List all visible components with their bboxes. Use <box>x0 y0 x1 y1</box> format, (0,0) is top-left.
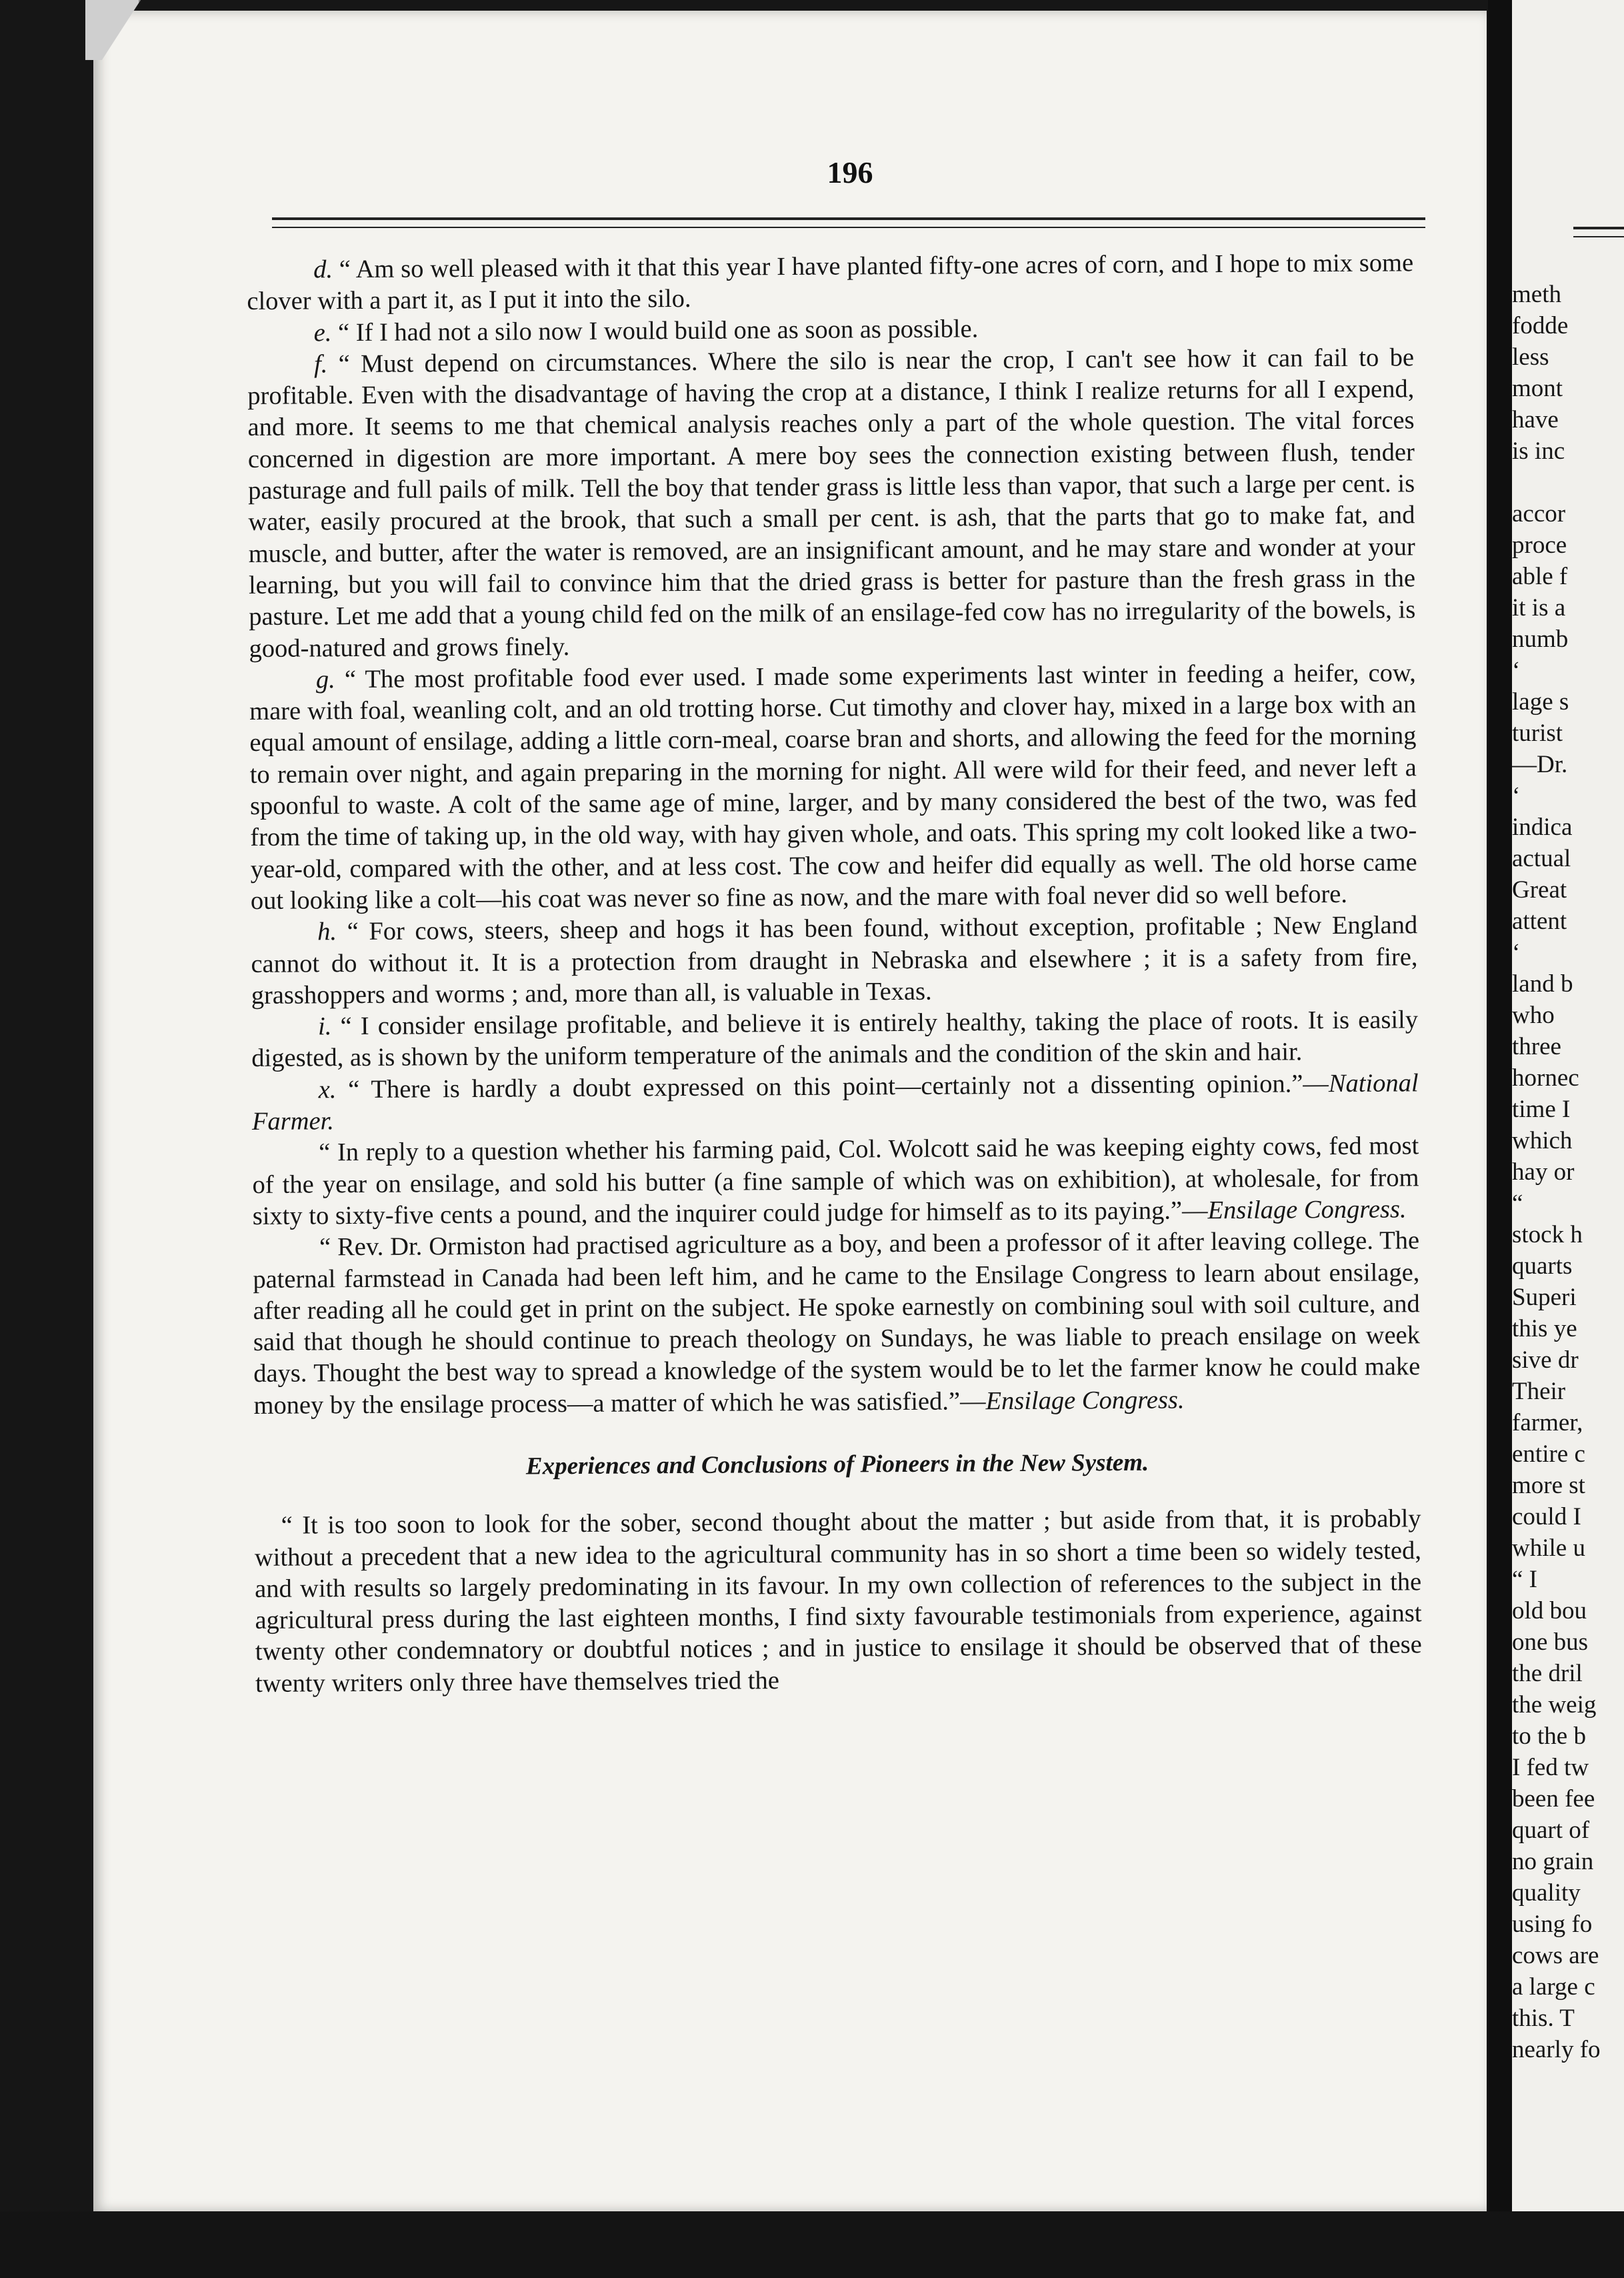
facing-page-line: nearly fo <box>1512 2036 1601 2063</box>
source-citation: National Farmer. <box>251 1069 1419 1136</box>
facing-page-line: one bus <box>1512 1628 1589 1656</box>
paragraph-text: “ The most profitable food ever used. I made some experiments last winter in feeding a heifer, cow, mare with foal, weanling colt, and an old trotting horse. Cut timothy and clover hay, mixed in a large box with an equal amount of ensilage, adding a little corn-meal, coarse bran and shorts, and allowing the feed for the morning to remain over night, and again preparing in the morning for night. All were wild for their feed, and never left a spoonful to waste. A colt of the same age of mine, larger, and by many considered the best of the two, was fed from the time of taking up, in the old way, with hay given whole, and oats. This spring my colt looked like a two-year-old, compared with the other, and at less cost. The cow and heifer did equally as well. The old horse came out looking like a colt—his coat was never so fine as now, and the mare with foal never did so well before. <box>249 659 1417 915</box>
facing-header-rule <box>1573 227 1624 229</box>
paragraph-text: “ If I had not a silo now I would build one as soon as possible. <box>331 314 979 347</box>
facing-page-line: less <box>1512 343 1549 371</box>
facing-page-line: hornec <box>1512 1064 1579 1092</box>
facing-page-line <box>1512 467 1624 498</box>
facing-page-line: ‘ <box>1512 939 1521 966</box>
paragraph <box>251 1004 1419 1074</box>
header-rule <box>272 217 1425 220</box>
source-citation: Ensilage Congress. <box>1207 1195 1407 1225</box>
facing-page-line: fodde <box>1512 312 1569 339</box>
paragraph-letter: h. <box>317 918 337 946</box>
facing-page-line: lage s <box>1512 688 1569 716</box>
facing-page-line: Superi <box>1512 1284 1577 1311</box>
facing-page-line: sive dr <box>1512 1346 1579 1374</box>
paragraph <box>247 342 1416 665</box>
facing-page-line: land b <box>1512 970 1573 998</box>
facing-page-line: proce <box>1512 531 1567 559</box>
facing-page-text <box>1512 279 1624 2065</box>
paragraph-text: “ There is hardly a doubt expressed on this point—certainly not a dissenting opinion.”— <box>336 1069 1329 1104</box>
paragraph <box>247 247 1414 317</box>
facing-page-line: quality <box>1512 1879 1581 1907</box>
facing-page-line: more st <box>1512 1472 1585 1499</box>
facing-page-line: who <box>1512 1002 1555 1029</box>
facing-page-line: attent <box>1512 908 1567 935</box>
facing-page-line: numb <box>1512 626 1569 653</box>
closing-paragraph: “ It is too soon to look for the sober, second thought about the matter ; but aside from that, it is probably without a precedent that a new idea to the agricultural community has in so short a time been so widely tested, and with results so largely predominating in its favour. In my own collection of references to the subject in the agricultural press during the last eighteen months, I find sixty favourable testimonials from experience, against twenty other condemnatory or doubtful notices ; and in justice to ensilage it should be observed that of these twenty writers only three have themselves tried the <box>254 1504 1422 1698</box>
facing-page-line: time I <box>1512 1096 1571 1123</box>
paragraph <box>251 910 1418 1012</box>
facing-page-line: it is a <box>1512 594 1566 622</box>
scan-bottom-edge <box>0 2211 1624 2278</box>
facing-page-line: mont <box>1512 375 1563 402</box>
facing-page-line: while u <box>1512 1534 1585 1562</box>
facing-page-line: entire c <box>1512 1440 1585 1468</box>
facing-page-line: farmer, <box>1512 1409 1583 1436</box>
facing-page-line: ‘ <box>1512 782 1521 810</box>
facing-page-line: Their <box>1512 1378 1566 1405</box>
facing-page-line: been fee <box>1512 1785 1595 1813</box>
source-citation: Ensilage Congress. <box>985 1386 1185 1415</box>
paragraph-letter: e. <box>313 318 332 347</box>
facing-page-line: able f <box>1512 563 1568 590</box>
facing-page-line: indica <box>1512 814 1573 841</box>
facing-page-line: three <box>1512 1033 1561 1060</box>
facing-page-line: which <box>1512 1127 1573 1154</box>
facing-page-line: turist <box>1512 720 1563 747</box>
facing-page-line: this. T <box>1512 2005 1575 2032</box>
facing-header-rule-thin <box>1573 236 1624 237</box>
facing-page-line: Great <box>1512 876 1567 904</box>
facing-page-line: old bou <box>1512 1597 1587 1624</box>
paragraph-letter: x. <box>318 1075 337 1104</box>
paragraph-letter: g. <box>315 666 335 694</box>
facing-page-line: meth <box>1512 281 1561 308</box>
facing-page-line: “ I <box>1512 1566 1537 1593</box>
facing-page-line: quart of <box>1512 1817 1590 1844</box>
facing-page-line: cows are <box>1512 1942 1599 1969</box>
paragraph-text: “ Am so well pleased with it that this year I have planted fifty-one acres of corn, and I hope to mix some clover with a part it, as I put it into the silo. <box>247 249 1414 316</box>
paragraph-text: “ Rev. Dr. Ormiston had practised agriculture as a boy, and been a professor of it after leaving college. The paternal farmstead in Canada had been left him, and he came to the Ensilage Congress to learn about ensilage, after reading all he could get in print on the subject. He spoke earnestly on combining soul with soil culture, and said that though he should continue to preach theology on Sundays, he was liable to preach ensilage on week days. Thought the best way to spread a knowledge of the system would be to let the farmer know he could make money by the ensilage process—a matter of which he was satisfied.”— <box>253 1226 1421 1420</box>
facing-page-line: actual <box>1512 845 1571 872</box>
book-page-right <box>1512 0 1624 2278</box>
facing-page-line: to the b <box>1512 1723 1586 1750</box>
header-rule-thin <box>272 227 1425 228</box>
facing-page-line: accor <box>1512 500 1566 527</box>
paragraph-text: “ For cows, steers, sheep and hogs it has been found, without exception, profitable ; New England cannot do without it. It is a protection from draught in Nebraska and elsewhere ; it is a safety from fire, grasshoppers and worms ; and, more than all, is valuable in Texas. <box>251 911 1418 1010</box>
facing-page-line: hay or <box>1512 1158 1575 1186</box>
facing-page-line: quarts <box>1512 1252 1573 1280</box>
paragraph <box>252 1131 1419 1233</box>
paragraph-text: “ Must depend on circumstances. Where the silo is near the crop, I can't see how it can fail to be profitable. Even with the disadvantage of having the crop at a distance, I think I realize returns for all I expend, and more. It seems to me that chemical analysis reaches only a part of the whole question. The vital forces concerned in digestion are more important. A mere boy sees the connection existing between flush, tender pasturage and full pails of milk. Tell the boy that tender grass is little less than vapor, that such a large per cent. is water, easily procured at the brook, that such a small per cent. is ash, that the parts that go to make fat, and muscle, and butter, after the water is removed, are an insignificant amount, and he may stare and wonder at your learning, but you will fail to convince him that the dried grass is better for pasture than the fresh grass in the pasture. Let me add that a young child fed on the milk of an ensilage-fed cow has no irregularity of the bowels, is good-natured and grows finely. <box>247 343 1416 663</box>
paragraph-letter: i. <box>317 1012 332 1041</box>
facing-page-line: the dril <box>1512 1660 1583 1687</box>
facing-page-line: ‘ <box>1512 657 1521 684</box>
facing-page-line: stock h <box>1512 1221 1583 1248</box>
text-column <box>247 247 1422 1700</box>
facing-page-line: the weig <box>1512 1691 1597 1719</box>
facing-page-line: no grain <box>1512 1848 1594 1875</box>
section-heading: Experiences and Conclusions of Pioneers in the New System. <box>525 1448 1149 1480</box>
facing-page-line: a large c <box>1512 1973 1595 2001</box>
paragraph <box>253 1225 1421 1421</box>
facing-page-line: using fo <box>1512 1911 1593 1938</box>
facing-page-line: could I <box>1512 1503 1581 1530</box>
facing-page-line: I fed tw <box>1512 1754 1589 1781</box>
paragraph-letter: d. <box>313 255 333 284</box>
paragraph <box>249 658 1417 917</box>
page-number: 196 <box>827 155 873 189</box>
paragraph-text: “ I consider ensilage profitable, and believe it is entirely healthy, taking the place of roots. It is easily digested, as is shown by the uniform temperature of the animals and the condition of the skin and hair. <box>251 1006 1419 1073</box>
facing-page-line: is inc <box>1512 437 1565 465</box>
facing-page-line: “ <box>1512 1190 1523 1217</box>
facing-page-line: this ye <box>1512 1315 1577 1342</box>
facing-page-line: have <box>1512 406 1559 433</box>
paragraph-text: “ In reply to a question whether his farming paid, Col. Wolcott said he was keeping eighty cows, fed most of the year on ensilage, and sold his butter (a fine sample of which was on exhibition), at wholesale, for from sixty to sixty-five cents a pound, and the inquirer could judge for himself as to its paying.”— <box>252 1132 1419 1230</box>
paragraph-letter: f. <box>313 350 328 379</box>
facing-page-line: —Dr. <box>1512 751 1568 778</box>
paragraph <box>252 1068 1419 1138</box>
book-gutter <box>1488 0 1512 2278</box>
